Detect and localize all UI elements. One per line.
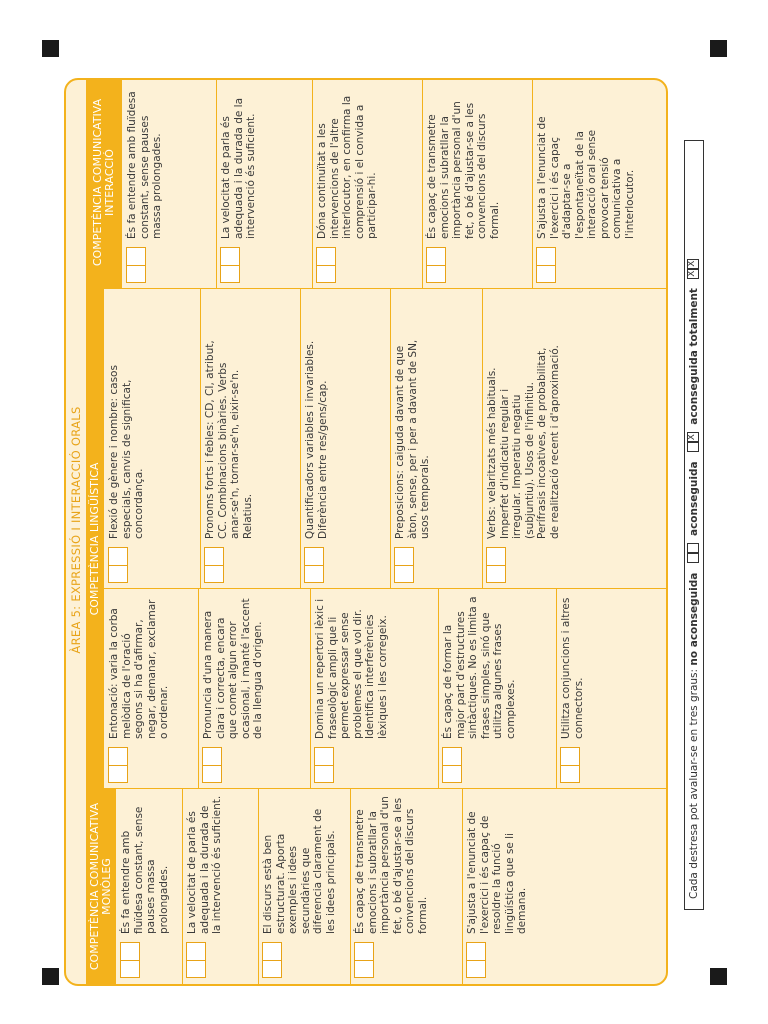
legend-boxes-two (688, 259, 700, 279)
grade-checkbox[interactable] (204, 565, 224, 583)
header-linguistica-label: COMPETÈNCIA LINGÜÍSTICA (87, 462, 101, 616)
criterion-text: És fa entendre amb fluïdesa constant, sense pauses massa prolongades. (126, 91, 163, 239)
grade-checkboxes (304, 547, 324, 583)
linguistica-col2-cell (200, 289, 300, 589)
grade-checkboxes (202, 747, 222, 783)
grade-checkboxes (108, 547, 128, 583)
header-monoleg (86, 789, 116, 984)
interaccio-items-cell (216, 78, 312, 289)
grade-checkboxes (262, 942, 282, 978)
grade-checkbox[interactable] (202, 765, 222, 783)
legend-checkbox (687, 553, 699, 563)
criterion-text: Flexió de gènere i nombre: casos especials, canvis de significat, concordança. (108, 365, 145, 539)
header-interaccio-label: COMPETÈNCIA COMUNICATIVA INTERACCIÓ (90, 98, 116, 267)
legend-boxes-none (688, 543, 700, 563)
grade-checkboxes (354, 942, 374, 978)
grade-checkboxes (536, 247, 556, 283)
legend-checkbox (687, 442, 699, 452)
grade-checkboxes (314, 747, 334, 783)
grade-checkboxes (120, 942, 140, 978)
grade-checkbox[interactable] (560, 747, 580, 765)
grade-checkbox[interactable] (126, 247, 146, 265)
criterion-text: La velocitat de parla és adequada i la durada de la intervenció és suficient. (220, 97, 257, 239)
grade-checkbox[interactable] (108, 565, 128, 583)
grade-checkboxes (316, 247, 336, 283)
criterion-text: Utilitza conjuncions i altres connectors. (560, 597, 585, 739)
criterion-text: És capaç de transmetre emocions i subratllar la importància personal d'un fet, o bé d'ajustar-se a les convencions del discurs formal. (426, 101, 501, 239)
grade-checkbox[interactable] (536, 247, 556, 265)
interaccio-items-cell (422, 78, 532, 289)
linguistica-col1-cell (556, 589, 638, 789)
criterion-text: Domina un repertori lèxic i fraseològic ampli que li permet expressar sense problemes el que vol dir. Identifica interferències lèxiques i les corregeix. (314, 598, 389, 739)
criterion-text: Pronuncia d'una manera clara i correcta, encara que comet algun error ocasional, i manté l'accent de la llengua d'origen. (202, 598, 264, 739)
grade-checkbox[interactable] (536, 265, 556, 283)
grade-checkbox[interactable] (304, 547, 324, 565)
rotated-legend (684, 140, 704, 910)
criterion-text: Entonació: varia la corba melòdica de l'oració segons si ha d'afirmar, negar, demanar, exclamar o ordenar. (108, 599, 170, 739)
grading-legend (684, 140, 704, 910)
grade-checkboxes (486, 547, 506, 583)
grade-checkbox[interactable] (354, 942, 374, 960)
criterion-text: Dóna continuïtat a les intervencions de l'altre interlocutor, en confirma la comprensió i el convida a participar-hi. (316, 95, 378, 239)
legend-checkbox-checked: X (687, 270, 697, 277)
grade-checkbox[interactable] (316, 247, 336, 265)
grade-checkbox[interactable] (262, 960, 282, 978)
linguistica-col1-cell (198, 589, 310, 789)
registration-mark-bottom-left (42, 968, 59, 985)
grade-checkbox[interactable] (560, 765, 580, 783)
rotated-page (64, 78, 668, 986)
legend-totalment: aconseguida totalment (688, 288, 700, 425)
grade-checkboxes (442, 747, 462, 783)
interaccio-items-cell (532, 78, 668, 289)
criterion-text: Quantificadors variables i invariables. Diferència entre res/gens/cap. (304, 340, 329, 539)
header-interaccio (86, 78, 122, 289)
linguistica-col2-cell (300, 289, 390, 589)
grade-checkboxes (426, 247, 446, 283)
grade-checkbox[interactable] (426, 247, 446, 265)
criterion-text: Pronoms forts i febles: CD, CI, atribut, CC. Combinacions binàries. Verbs anar-se'n, tornar-se'n, eixir-se'n. Relatius. (204, 340, 254, 539)
criterion-text: S'ajusta a l'enunciat de l'exercici i és capaç de resoldre la funció lingüística que se li demana. (466, 811, 528, 934)
header-linguistica (86, 289, 104, 789)
linguistica-col2-cell (104, 289, 200, 589)
grade-checkboxes (204, 547, 224, 583)
linguistica-col2-cell (390, 289, 482, 589)
grade-checkbox[interactable] (120, 960, 140, 978)
monoleg-items-cell (462, 789, 558, 984)
criterion-text: Preposicions: caiguda davant de que àton, sense, per i per a davant de SN, usos temporals. (394, 339, 431, 539)
interaccio-items-cell (122, 78, 216, 289)
criterion-text: El discurs està ben estructurat. Aporta exemples i idees secundàries que diferencia clarament de les idees principals. (262, 808, 337, 934)
grade-checkbox[interactable] (220, 247, 240, 265)
grade-checkbox[interactable] (108, 747, 128, 765)
monoleg-items-cell (350, 789, 462, 984)
grade-checkbox[interactable] (186, 960, 206, 978)
interaccio-items-cell (312, 78, 422, 289)
header-monoleg-label: COMPETÈNCIA COMUNICATIVA MONÒLEG (87, 802, 113, 971)
legend-aconseguida: aconseguida (688, 461, 700, 537)
criterion-text: La velocitat de parla és adequada i la durada de la intervenció és suficient. (186, 795, 223, 934)
monoleg-items-cell (116, 789, 182, 984)
grade-checkbox[interactable] (262, 942, 282, 960)
evaluation-card (64, 78, 668, 986)
linguistica-col1-cell (438, 589, 556, 789)
legend-checkbox-checked: X (687, 434, 697, 441)
criterion-text: És fa entendre amb fluïdesa constant, sense pauses massa prolongades. (120, 806, 170, 934)
grade-checkbox[interactable] (316, 265, 336, 283)
grade-checkbox[interactable] (442, 765, 462, 783)
criterion-text: És capaç de formar la major part d'estructures sintàctiques. No es limita a frases simples, sinó que utilitza algunes frases complexes. (442, 596, 517, 739)
grade-checkbox[interactable] (394, 547, 414, 565)
legend-checkbox (687, 543, 699, 553)
linguistica-col2-cell (482, 289, 668, 589)
registration-mark-bottom-right (710, 968, 727, 985)
legend-checkbox-checked: X (687, 260, 697, 267)
grade-checkbox[interactable] (486, 565, 506, 583)
grade-checkboxes (126, 247, 146, 283)
grade-checkbox[interactable] (186, 942, 206, 960)
registration-mark-top-left (42, 40, 59, 57)
grade-checkbox[interactable] (466, 942, 486, 960)
grade-checkbox[interactable] (202, 747, 222, 765)
grade-checkbox[interactable] (426, 265, 446, 283)
grade-checkbox[interactable] (486, 547, 506, 565)
criterion-text: S'ajusta a l'enunciat de l'exercici i és capaç d'adaptar-se a l'espontaneïtat de la interacció oral sense provocar tensió comunicativa a l'interlocutor. (536, 116, 636, 239)
grade-checkbox[interactable] (108, 765, 128, 783)
grade-checkbox[interactable] (220, 265, 240, 283)
grade-checkbox[interactable] (394, 565, 414, 583)
registration-mark-top-right (710, 40, 727, 57)
grade-checkboxes (220, 247, 240, 283)
grade-checkbox[interactable] (304, 565, 324, 583)
grade-checkboxes (186, 942, 206, 978)
grade-checkbox[interactable] (126, 265, 146, 283)
grade-checkboxes (394, 547, 414, 583)
legend-prefix: Cada destresa pot avaluar-se en tres graus: (688, 668, 700, 899)
linguistica-col1-cell (310, 589, 438, 789)
grade-checkbox[interactable] (442, 747, 462, 765)
monoleg-items-cell (258, 789, 350, 984)
grade-checkbox[interactable] (120, 942, 140, 960)
grade-checkbox[interactable] (314, 765, 334, 783)
grade-checkbox[interactable] (108, 547, 128, 565)
criterion-text: És capaç de transmetre emocions i subratllar la importància personal d'un fet, o bé d'ajustar-se a les convencions del discurs formal. (354, 796, 429, 934)
grade-checkbox[interactable] (314, 747, 334, 765)
grade-checkbox[interactable] (354, 960, 374, 978)
grade-checkboxes (108, 747, 128, 783)
area-title: ÀREA 5: EXPRESSIÓ I INTERACCIÓ ORALS (69, 406, 83, 654)
monoleg-items-cell (182, 789, 258, 984)
legend-no-aconseguida: no aconseguida (688, 572, 700, 666)
criterion-text: Verbs: velaritzats més habituals. Imperfet d'indicatiu regular i irregular. Imperatiu negatiu (subjuntiu). Usos de l'infinitiu. Perífrasis incoatives, de probabilitat, de realització recent i d'aproximació. (486, 345, 561, 539)
linguistica-col1-cell (104, 589, 198, 789)
grade-checkboxes (466, 942, 486, 978)
grade-checkbox[interactable] (466, 960, 486, 978)
grade-checkbox[interactable] (204, 547, 224, 565)
grade-checkboxes (560, 747, 580, 783)
legend-boxes-one (688, 432, 700, 452)
